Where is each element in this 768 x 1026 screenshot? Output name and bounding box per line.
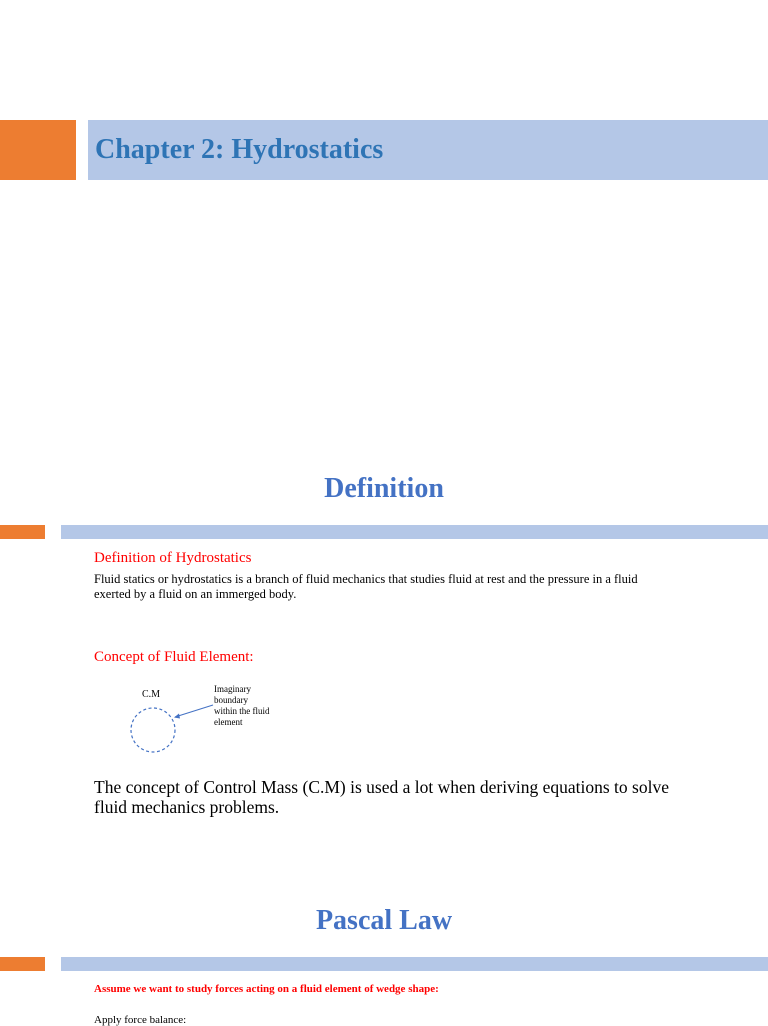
control-mass-concept <box>94 777 714 817</box>
concept-line-1: The concept of Control Mass (C.M) is used a lot when deriving equations to solve <box>94 777 669 797</box>
definition-bar-blue <box>61 525 768 539</box>
definition-body-line-2: exerted by a fluid on an immerged body. <box>94 587 297 601</box>
definition-title: Definition <box>324 473 444 504</box>
title-accent-orange <box>0 120 76 180</box>
annotation-line: boundary <box>214 695 248 705</box>
pascal-assumption: Assume we want to study forces acting on a fluid element of wedge shape: <box>94 983 439 995</box>
pascal-force-balance: Apply force balance: <box>94 1014 187 1026</box>
chapter-title: Chapter 2: Hydrostatics <box>95 134 384 165</box>
definition-body-line-1: Fluid statics or hydrostatics is a branch of fluid mechanics that studies fluid at rest and the pressure in a fluid <box>94 572 638 586</box>
annotation-line: within the fluid <box>214 706 270 716</box>
annotation-line: element <box>214 717 243 727</box>
annotation-line: Imaginary <box>214 684 251 694</box>
pascal-title: Pascal Law <box>315 905 453 936</box>
control-mass-boundary <box>131 708 175 752</box>
definition-bar-orange <box>0 525 45 539</box>
definition-heading: Definition of Hydrostatics <box>94 550 252 566</box>
annotation-arrow-line <box>175 705 213 717</box>
boundary-annotation <box>214 684 270 728</box>
definition-body <box>94 572 754 602</box>
annotation-arrow-head <box>174 714 180 719</box>
fluid-element-heading: Concept of Fluid Element: <box>94 649 254 665</box>
pascal-bar-orange <box>0 957 45 971</box>
cm-label: C.M <box>142 689 161 700</box>
concept-line-2: fluid mechanics problems. <box>94 797 280 817</box>
pascal-bar-blue <box>61 957 768 971</box>
